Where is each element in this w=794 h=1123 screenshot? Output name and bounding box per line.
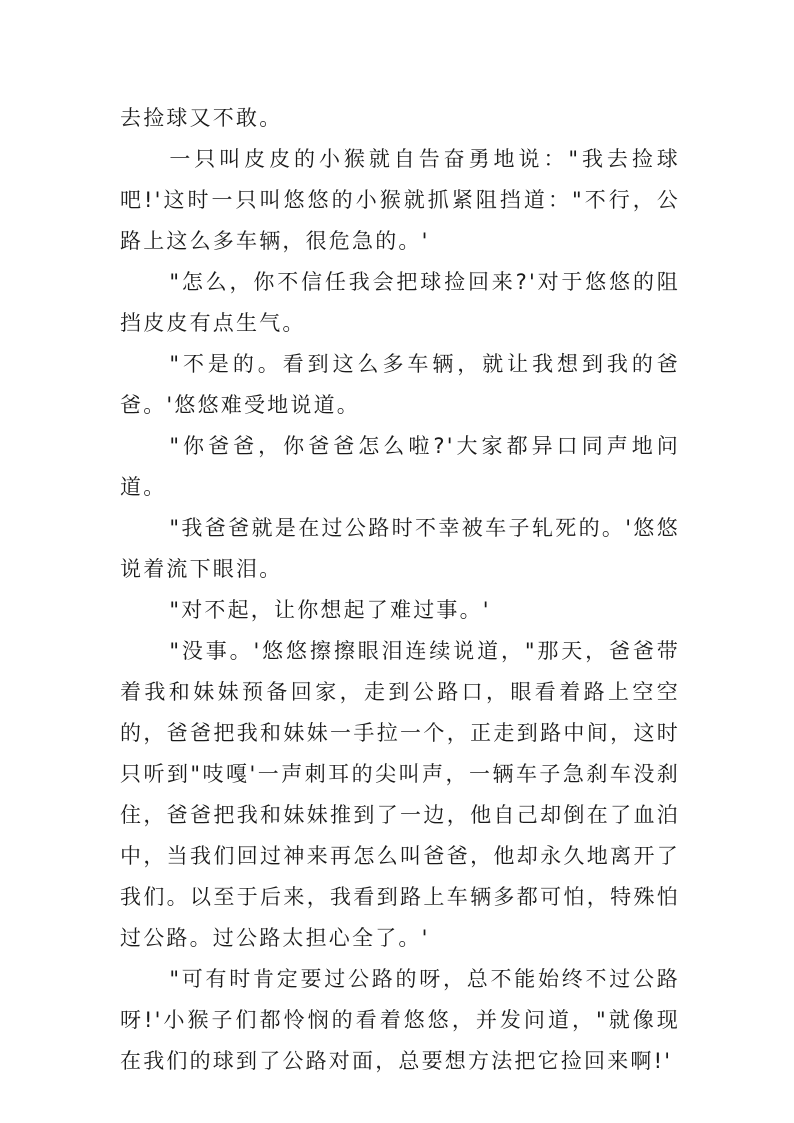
paragraph-5: "你爸爸，你爸爸怎么啦?'大家都异口同声地问道。 — [120, 434, 680, 499]
paragraph-7: "对不起，让你想起了难过事。' — [169, 598, 491, 622]
paragraph-6: "我爸爸就是在过公路时不幸被车子轧死的。'悠悠说着流下眼泪。 — [120, 516, 680, 581]
paragraph-2: 一只叫皮皮的小猴就自告奋勇地说："我去捡球吧!'这时一只叫悠悠的小猴就抓紧阻挡道："不行，公路上这么多车辆，很危急的。' — [120, 147, 680, 253]
paragraph-8: "没事。'悠悠擦擦眼泪连续说道，"那天，爸爸带着我和妹妹预备回家，走到公路口，眼看着路上空空的，爸爸把我和妹妹一手拉一个，正走到路中间，这时只听到"吱嘎'一声刺耳的尖叫声，一辆车子急刹车没刹住，爸爸把我和妹妹推到了一边，他自己却倒在了血泊中，当我们回过神来再怎么叫爸爸，他却永久地离开了我们。以至于后来，我看到路上车辆多都可怕，特殊怕过公路。过公路太担心全了。' — [120, 639, 680, 950]
paragraph-3: "怎么，你不信任我会把球捡回来?'对于悠悠的阻挡皮皮有点生气。 — [120, 270, 680, 335]
story-text — [120, 98, 680, 1082]
paragraph-9: "可有时肯定要过公路的呀，总不能始终不过公路呀!'小猴子们都怜悯的看着悠悠，并发问道，"就像现在我们的球到了公路对面，总要想方法把它捡回来啊!' — [120, 967, 680, 1073]
paragraph-1: 去捡球又不敢。 — [120, 106, 283, 130]
paragraph-4: "不是的。看到这么多车辆，就让我想到我的爸爸。'悠悠难受地说道。 — [120, 352, 680, 417]
